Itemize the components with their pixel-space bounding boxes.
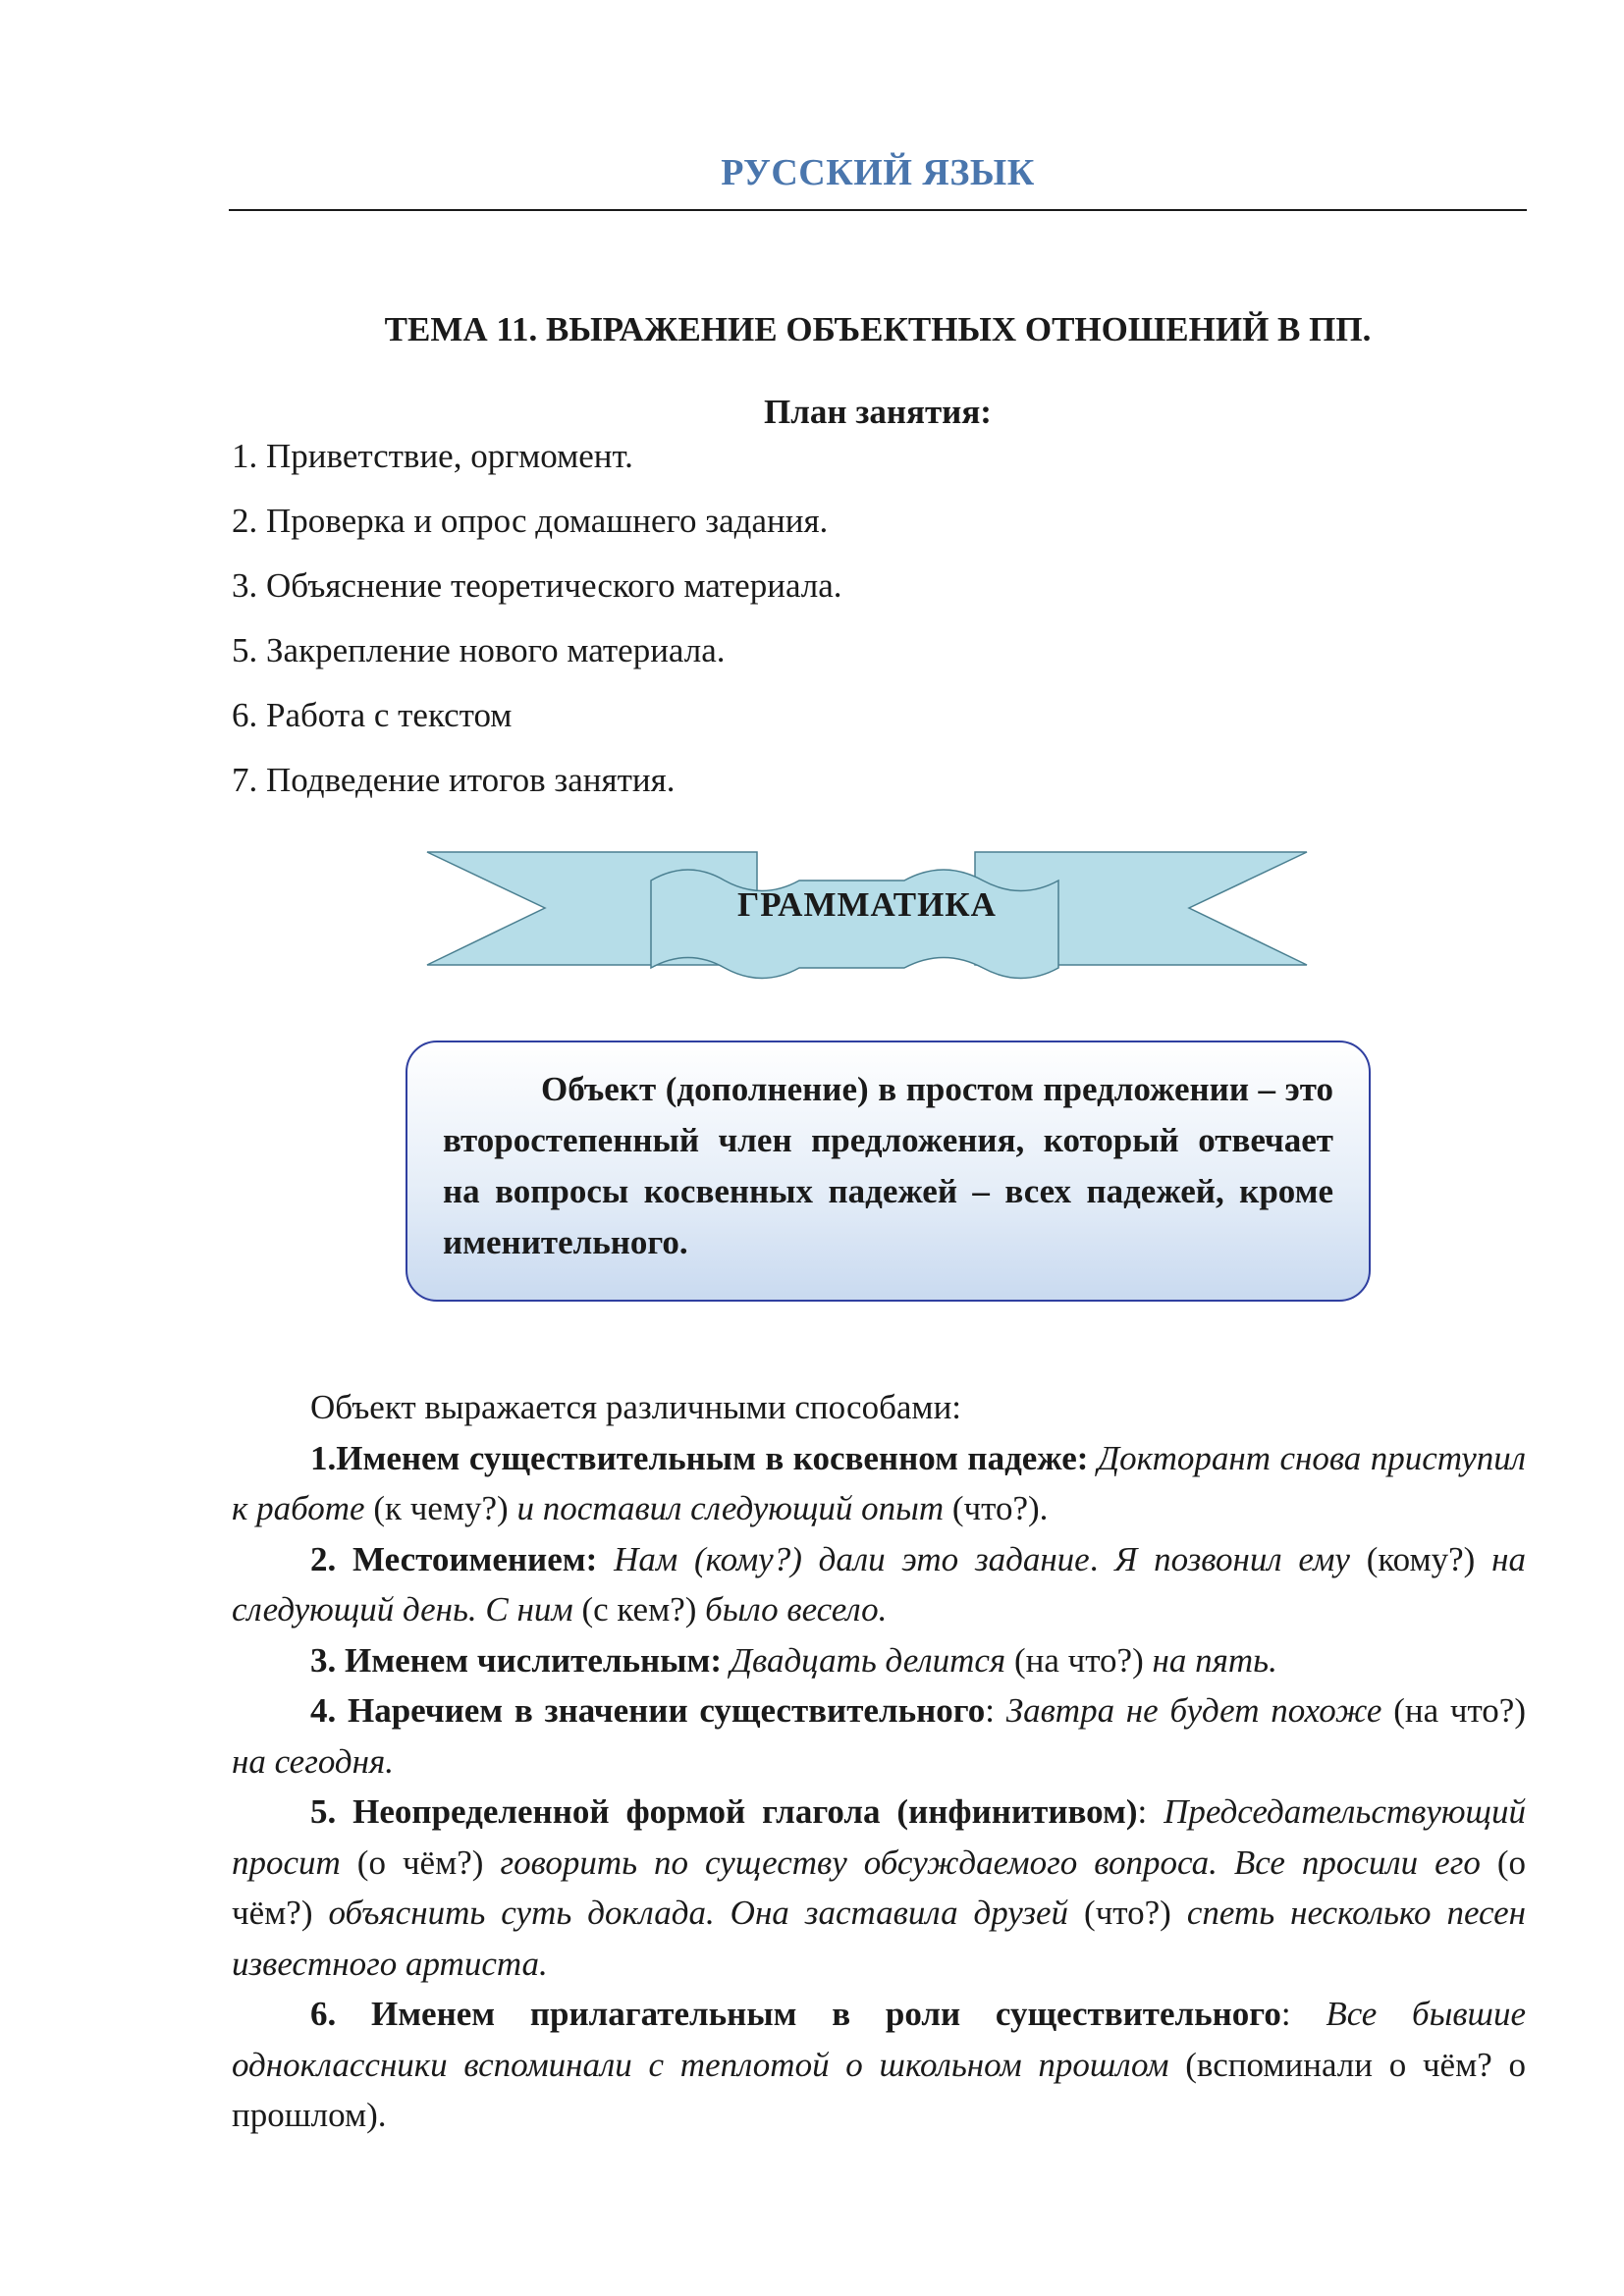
header-divider (229, 209, 1527, 211)
ways-list (232, 1433, 1526, 2141)
question-text: (о чём?) (232, 1842, 1527, 1932)
question-text: : (985, 1691, 1006, 1730)
question-text: (к чему?) (364, 1489, 517, 1527)
example-text: Все бывшие одноклассники вспоминали с теплотой о школьном прошлом (232, 1995, 1526, 2084)
definition-text: Объект (дополнение) в простом предложении – это второстепенный член предложения, который отвечает на вопросы косвенных падежей – всех падежей, кроме именительного. (443, 1070, 1333, 1261)
plan-item: 7. Подведение итогов занятия. (232, 761, 676, 799)
subject-header: РУССКИЙ ЯЗЫК (721, 152, 1035, 193)
ribbon-title: ГРАММАТИКА (737, 885, 997, 924)
example-text: было весело. (705, 1590, 888, 1629)
example-text: и поставил следующий опыт (516, 1489, 945, 1527)
question-text: (о чём?) (340, 1842, 501, 1882)
plan-item: 5. Закрепление нового материала. (232, 631, 726, 669)
question-text: . (1089, 1539, 1115, 1578)
plan-list (232, 432, 842, 821)
example-text: на пять. (1152, 1640, 1277, 1680)
example-text: Нам (кому?) дали это задание (614, 1539, 1090, 1578)
way-label: 1.Именем существительным в косвенном падеже: (310, 1438, 1089, 1477)
example-text: на сегодня. (232, 1741, 395, 1781)
plan-item: 2. Проверка и опрос домашнего задания. (232, 502, 829, 540)
question-text: (кому?) (1349, 1539, 1492, 1578)
question-text: (что?). (944, 1489, 1049, 1527)
question-text: (с кем?) (572, 1590, 706, 1629)
way-label: 2. Местоимением: (310, 1539, 598, 1578)
way-label: 3. Именем числительным: (310, 1640, 722, 1680)
way-item (232, 1635, 1526, 1686)
question-text: (на что?) (1381, 1691, 1526, 1730)
example-text: Я позвонил ему (1114, 1539, 1350, 1578)
way-item (232, 1534, 1526, 1635)
plan-item: 1. Приветствие, оргмомент. (232, 437, 633, 475)
definition-box (406, 1041, 1371, 1302)
example-text: Двадцать делится (730, 1640, 1006, 1680)
ways-intro: Объект выражается различными способами: (310, 1388, 962, 1426)
example-text: на следующий день. С ним (232, 1539, 1526, 1629)
example-text: Докторант снова приступил к работе (232, 1438, 1526, 1527)
example-text: объяснить суть доклада. Она заставила друзей (328, 1894, 1069, 1932)
example-text: Завтра не будет похоже (1005, 1691, 1382, 1730)
question-text: (что?) (1068, 1894, 1187, 1932)
topic-title: ТЕМА 11. ВЫРАЖЕНИЕ ОБЪЕКТНЫХ ОТНОШЕНИЙ В ПП. (384, 310, 1372, 348)
way-label: 6. Именем прилагательным в роли существительного (310, 1995, 1281, 2033)
plan-item: 6. Работа с текстом (232, 696, 513, 734)
question-text (722, 1641, 731, 1680)
question-text: (на что?) (1005, 1640, 1153, 1680)
way-item (232, 1433, 1526, 1534)
plan-heading: План занятия: (764, 393, 992, 431)
way-label: 5. Неопределенной формой глагола (инфинитивом) (310, 1792, 1138, 1831)
example-text: спеть несколько песен известного артиста. (232, 1894, 1526, 1983)
question-text: : (1137, 1792, 1164, 1831)
question-text: : (1280, 1995, 1326, 2033)
way-item (232, 1989, 1526, 2141)
way-item (232, 1685, 1526, 1787)
question-text (1088, 1439, 1097, 1477)
question-text: (вспоминали о чём? о прошлом). (232, 2045, 1526, 2134)
plan-item: 3. Объяснение теоретического материала. (232, 566, 842, 605)
example-text: Председательствующий просит (232, 1792, 1526, 1882)
example-text: говорить по существу обсуждаемого вопроса. Все просили его (500, 1842, 1481, 1882)
question-text (597, 1540, 614, 1578)
way-item (232, 1787, 1526, 1989)
way-label: 4. Наречием в значении существительного (310, 1691, 986, 1730)
ways-section (232, 1382, 1526, 2141)
